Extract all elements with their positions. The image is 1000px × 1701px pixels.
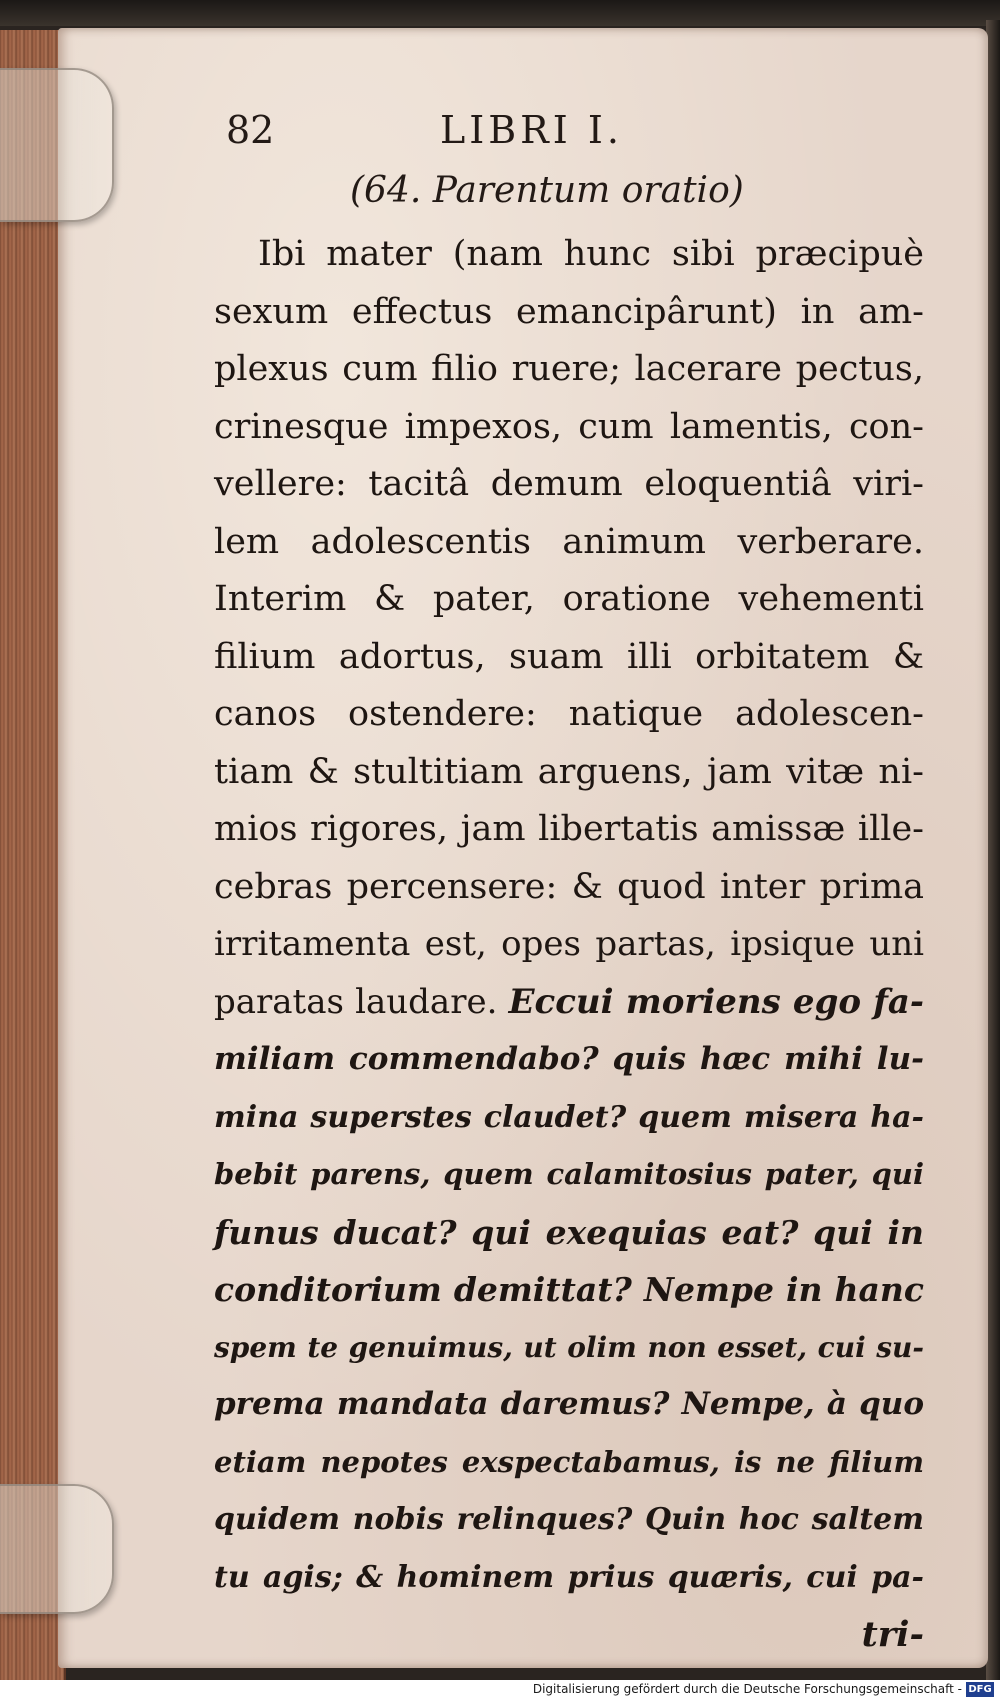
- text-line: mios rigores, jam libertatis amissæ ille-: [214, 809, 924, 849]
- running-head: [0, 100, 1000, 160]
- italic-text-line: conditorium demittat? Nempe in hanc: [214, 1270, 924, 1309]
- text-line: irritamenta est, opes partas, ipsique uni: [214, 924, 924, 964]
- footer-credit: Digitalisierung gefördert durch die Deutsche Forschungsgemeinschaft -: [532, 1682, 962, 1696]
- italic-text-line: prema mandata daremus? Nempe, à quo: [214, 1386, 924, 1422]
- page-number: 82: [226, 108, 275, 152]
- italic-text-line: tu agis; & hominem prius quæris, cui pa-: [214, 1559, 924, 1595]
- text-line: sexum effectus emancipârunt) in am-: [214, 291, 924, 332]
- text-line: Ibi mater (nam hunc sibi præcipuè: [258, 234, 924, 274]
- text-line: filium adortus, suam illi orbitatem &: [214, 636, 924, 677]
- italic-text-line: funus ducat? qui exequias eat? qui in: [214, 1212, 924, 1252]
- running-title: LIBRI I.: [440, 108, 623, 152]
- page-clip-bottom: [0, 1484, 114, 1614]
- text-line: vellere: tacitâ demum eloquentiâ viri-: [214, 464, 924, 504]
- italic-text-line: etiam nepotes exspectabamus, is ne filium: [214, 1444, 924, 1479]
- text-line: Interim & pater, oratione vehementi: [214, 579, 924, 619]
- footer: [0, 1680, 1000, 1701]
- text-block: [214, 226, 924, 1664]
- dfg-logo: DFG: [966, 1682, 994, 1697]
- book-fore-edge: [0, 30, 66, 1680]
- catchword: tri-: [861, 1614, 924, 1655]
- text-line: lem adolescentis animum verberare.: [214, 521, 924, 562]
- italic-text-line: quidem nobis relinques? Quin hoc saltem: [214, 1502, 924, 1537]
- section-heading: (64. Parentum oratio): [350, 170, 744, 211]
- text-line-mixed: [214, 974, 924, 1032]
- text-line: cebras percensere: & quod inter prima: [214, 866, 924, 907]
- scan-right-edge: [986, 20, 1000, 1680]
- text-italic-part: Eccui moriens ego fa-: [508, 981, 924, 1022]
- scan-top-edge: [0, 0, 1000, 26]
- italic-text-line: bebit parens, quem calamitosius pater, qui: [214, 1157, 924, 1191]
- italic-text-line: mina superstes claudet? quem misera ha-: [214, 1099, 924, 1135]
- italic-text-line: spem te genuimus, ut olim non esset, cui su-: [214, 1330, 924, 1364]
- text-line: crinesque impexos, cum lamentis, con-: [214, 406, 924, 447]
- italic-text-line: miliam commendabo? quis hæc mihi lu-: [214, 1041, 924, 1077]
- text-line: tiam & stultitiam arguens, jam vitæ ni-: [214, 751, 924, 792]
- text-line: canos ostendere: natique adolescen-: [214, 694, 924, 734]
- text-line: plexus cum filio ruere; lacerare pectus,: [214, 349, 924, 389]
- text-roman-part: paratas laudare.: [214, 981, 498, 1022]
